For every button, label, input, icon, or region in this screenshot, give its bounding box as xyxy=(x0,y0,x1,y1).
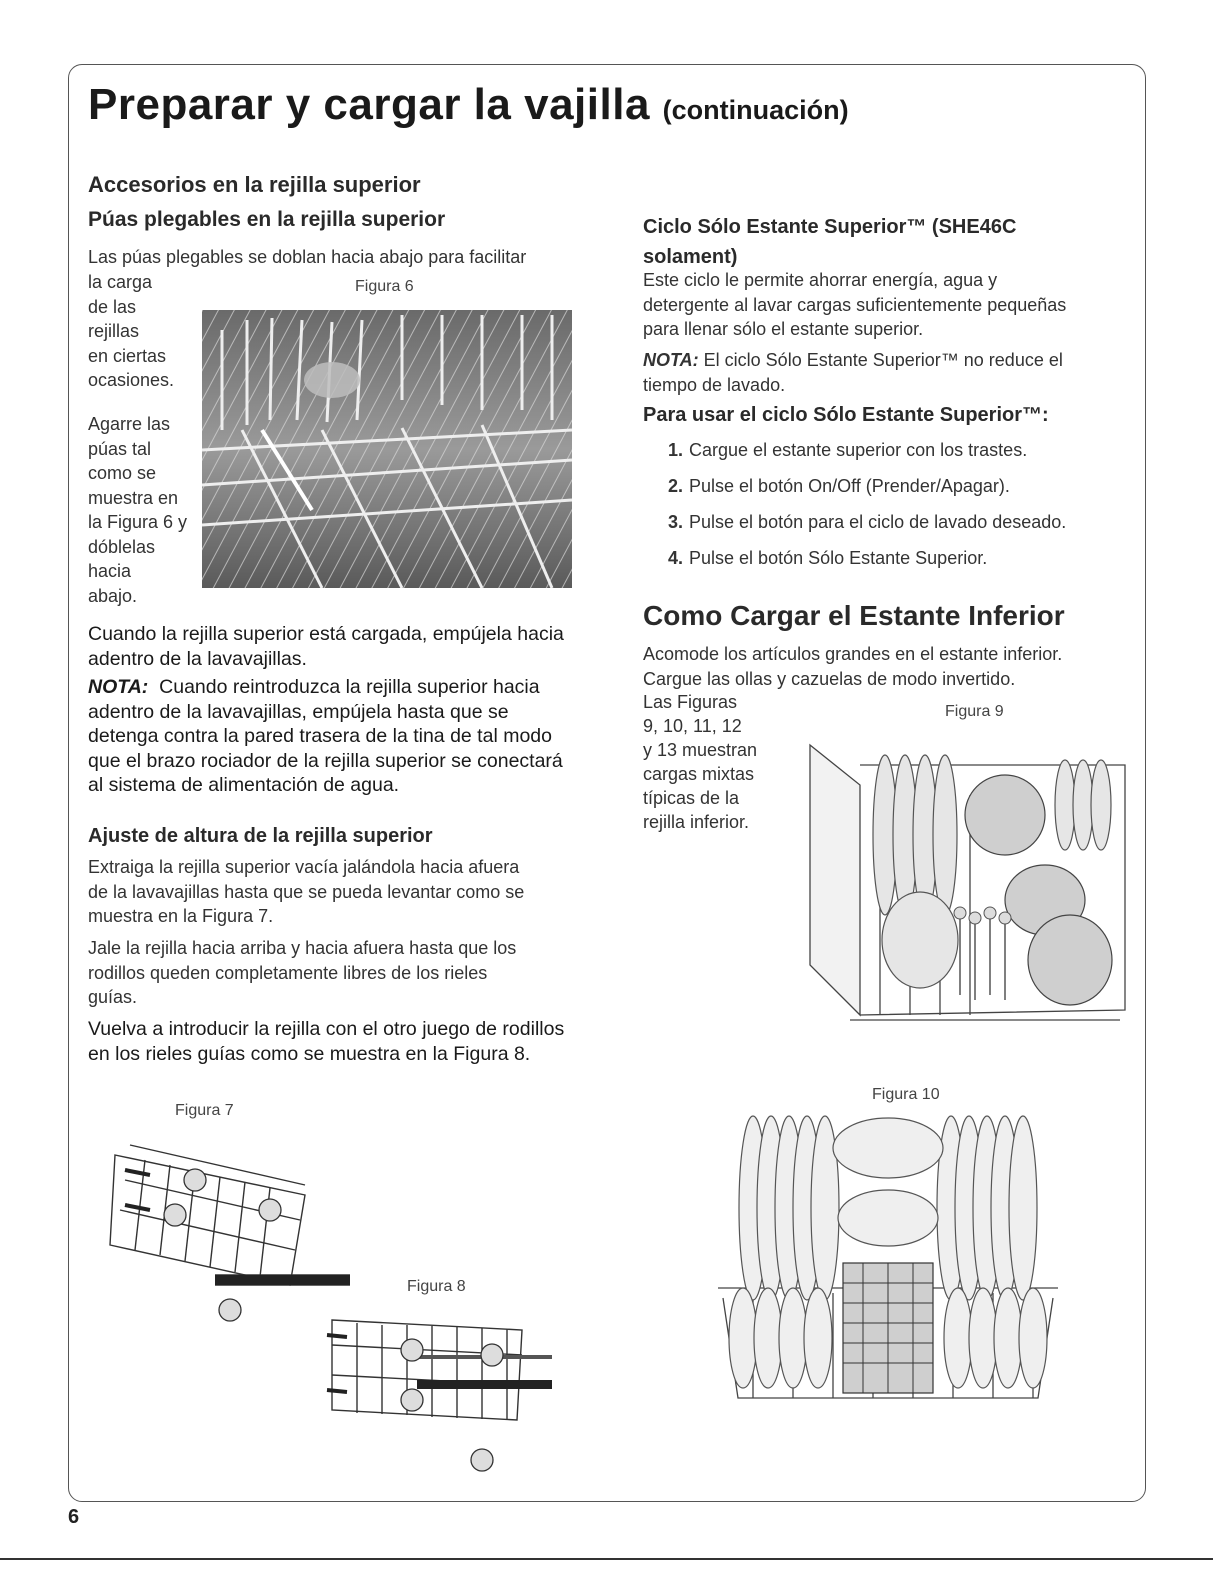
cycle-nota-line: tiempo de lavado. xyxy=(643,374,786,395)
intro-line: la carga xyxy=(88,272,153,292)
grab-line: como se xyxy=(88,463,157,483)
step-item xyxy=(668,546,1066,582)
push-in-line: adentro de la lavavajillas. xyxy=(88,647,307,670)
nota-line: Cuando reintroduzca la rejilla superior hacia xyxy=(159,676,540,698)
step-number: 2. xyxy=(668,476,684,496)
grab-line: púas tal xyxy=(88,438,152,459)
figures-note-line: 9, 10, 11, 12 xyxy=(643,716,742,736)
nota-line: que el brazo rociador de la rejilla superior se conectará xyxy=(88,749,563,772)
heading-use-cycle: Para usar el ciclo Sólo Estante Superior™: xyxy=(643,404,1049,426)
p2-line: guías. xyxy=(88,987,138,1007)
intro-line: en ciertas xyxy=(88,345,167,366)
cycle-line: Este ciclo le permite ahorrar energía, agua y xyxy=(643,270,998,290)
intro-line: ocasiones. xyxy=(88,370,175,390)
figure-9-lower-rack xyxy=(790,725,1130,1025)
figures-note-line: típicas de la xyxy=(643,788,740,808)
intro-line: de las xyxy=(88,296,137,317)
p3-line: Vuelva a introducir la rejilla con el otro juego de rodillos xyxy=(88,1018,565,1040)
grab-line: la Figura 6 y xyxy=(88,512,188,532)
steps-list xyxy=(668,438,1066,582)
figure-10-label: Figura 10 xyxy=(872,1086,940,1103)
figures-note-line: Las Figuras xyxy=(643,692,738,712)
step-text: Pulse el botón para el ciclo de lavado deseado. xyxy=(689,512,1067,532)
grab-line: muestra en xyxy=(88,487,179,508)
grab-line: Agarre las xyxy=(88,414,171,434)
p1-line: Extraiga la rejilla superior vacía jalándola hacia afuera xyxy=(88,857,520,877)
figure-8-label: Figura 8 xyxy=(407,1278,466,1295)
grab-line: hacia xyxy=(88,561,132,581)
step-number: 3. xyxy=(668,512,684,532)
grab-line: dóblelas xyxy=(88,536,156,557)
figures-note-line: cargas mixtas xyxy=(643,764,755,784)
page-title-main: Preparar y cargar la vajilla xyxy=(88,80,650,129)
nota-line: detenga contra la pared trasera de la tina de tal modo xyxy=(88,725,552,747)
cycle-nota-line: El ciclo Sólo Estante Superior™ no reduce el xyxy=(698,350,1063,370)
step-item xyxy=(668,510,1066,546)
lower-line: Acomode los artículos grandes en el estante inferior. xyxy=(643,644,1063,664)
intro-column xyxy=(88,270,174,393)
step-number: 1. xyxy=(668,440,684,460)
figure-6-label: Figura 6 xyxy=(355,278,414,295)
page-number: 6 xyxy=(68,1506,80,1528)
nota-line: adentro de la lavavajillas, empújela hasta que se xyxy=(88,700,509,723)
lower-line: Cargue las ollas y cazuelas de modo invertido. xyxy=(643,668,1016,689)
figures-note xyxy=(643,690,757,834)
page-title xyxy=(88,80,849,130)
section-heading-accessories: Accesorios en la rejilla superior xyxy=(88,172,421,197)
figures-note-line: rejilla inferior. xyxy=(643,812,750,832)
step-text: Pulse el botón On/Off (Prender/Apagar). xyxy=(689,476,1010,496)
cycle-paragraph xyxy=(643,268,1066,342)
lower-rack-paragraph xyxy=(643,642,1062,691)
nota-label: NOTA: xyxy=(88,676,149,698)
figure-7-label: Figura 7 xyxy=(175,1102,234,1119)
heading-folding-tines: Púas plegables en la rejilla superior xyxy=(88,208,446,231)
push-in-line: Cuando la rejilla superior está cargada, empújela hacia xyxy=(88,623,564,645)
cycle-line: para llenar sólo el estante superior. xyxy=(643,319,924,339)
height-adjust-p3 xyxy=(88,1017,564,1066)
step-item xyxy=(668,438,1066,474)
cycle-line: detergente al lavar cargas suficientemente pequeñas xyxy=(643,294,1067,315)
grab-column xyxy=(88,412,187,608)
figure-10-lower-rack-front xyxy=(713,1108,1063,1408)
heading-cycle xyxy=(643,212,1016,272)
figure-7-rack-lifted xyxy=(105,1125,360,1325)
step-number: 4. xyxy=(668,548,684,568)
figures-note-line: y 13 muestran xyxy=(643,740,758,760)
cycle-nota-label: NOTA: xyxy=(643,350,699,370)
intro-line: rejillas xyxy=(88,321,140,341)
bottom-rule xyxy=(0,1558,1213,1560)
figure-8-rack-reinserted xyxy=(322,1305,557,1485)
push-in-paragraph xyxy=(88,622,564,671)
p2-line: Jale la rejilla hacia arriba y hacia afuera hasta que los xyxy=(88,938,517,958)
cycle-heading-line: Ciclo Sólo Estante Superior™ (SHE46C xyxy=(643,216,1017,238)
heading-lower-rack: Como Cargar el Estante Inferior xyxy=(643,600,1065,631)
figure-9-label: Figura 9 xyxy=(945,703,1004,720)
p3-line: en los rieles guías como se muestra en la Figura 8. xyxy=(88,1042,531,1065)
figure-6-rack-photo xyxy=(202,310,572,588)
step-text: Cargue el estante superior con los trastes. xyxy=(689,440,1028,460)
p1-line: muestra en la Figura 7. xyxy=(88,906,274,926)
heading-height-adjust: Ajuste de altura de la rejilla superior xyxy=(88,825,433,847)
step-item xyxy=(668,474,1066,510)
nota-line: al sistema de alimentación de agua. xyxy=(88,774,400,796)
height-adjust-p1 xyxy=(88,855,524,929)
nota-paragraph xyxy=(88,675,563,798)
step-text: Pulse el botón Sólo Estante Superior. xyxy=(689,548,988,568)
cycle-heading-line: solament) xyxy=(643,246,738,268)
p1-line: de la lavavajillas hasta que se pueda levantar como se xyxy=(88,881,525,902)
p2-line: rodillos queden completamente libres de los rieles xyxy=(88,962,488,983)
page-title-sub: (continuación) xyxy=(662,95,849,125)
cycle-nota xyxy=(643,348,1063,397)
grab-line: abajo. xyxy=(88,585,138,606)
height-adjust-p2 xyxy=(88,936,516,1010)
intro-line: Las púas plegables se doblan hacia abajo para facilitar xyxy=(88,247,527,267)
